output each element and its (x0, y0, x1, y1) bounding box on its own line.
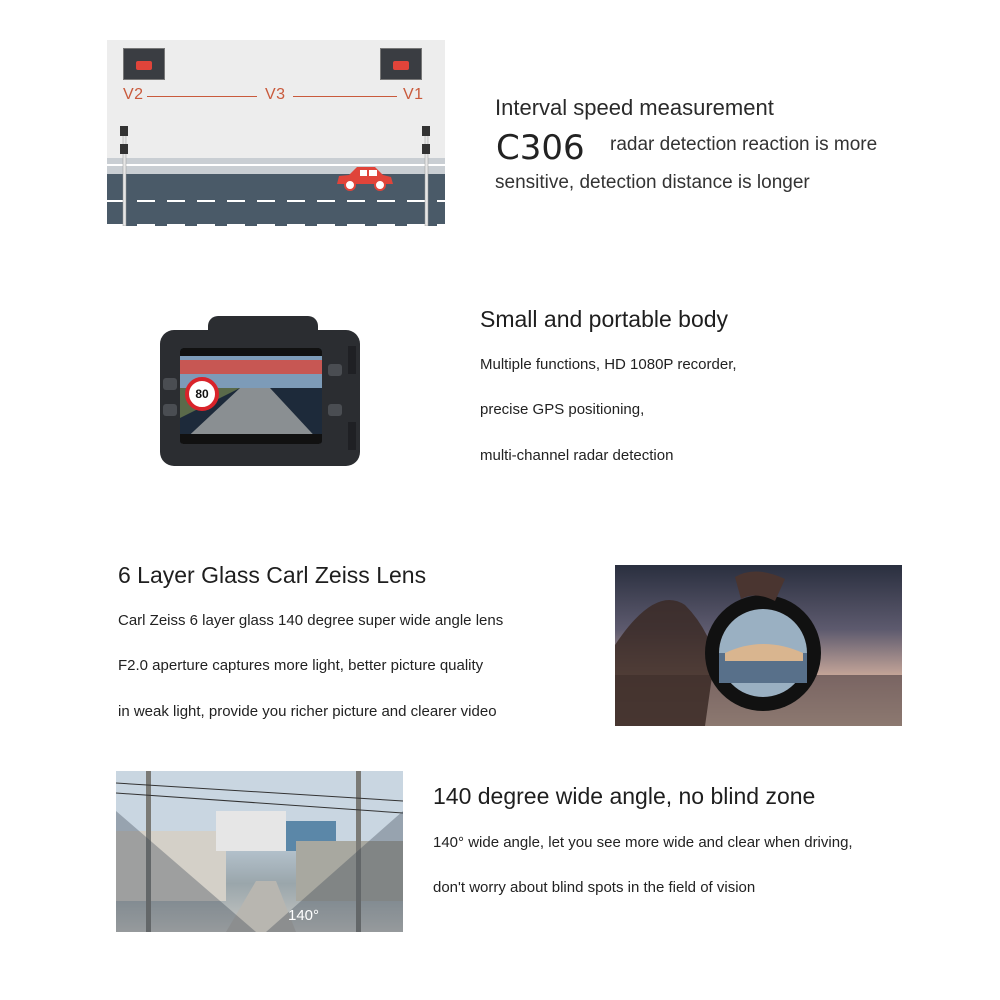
section4-title: 140 degree wide angle, no blind zone (433, 783, 816, 809)
lens-photo (615, 565, 902, 726)
section2-line-1: Multiple functions, HD 1080P recorder, (480, 356, 737, 373)
lane-line-dashed (107, 224, 445, 226)
section2-line-2: precise GPS positioning, (480, 401, 645, 418)
wide-angle-street-photo (116, 771, 403, 932)
device-vent (348, 422, 356, 450)
street-scene-illustration (116, 771, 403, 932)
section4-line-2: don't worry about blind spots in the field of vision (433, 879, 756, 896)
section1-text-a: radar detection reaction is more (610, 134, 878, 155)
model-name: C306 (496, 128, 585, 168)
label-v2: V2 (123, 86, 144, 103)
section3-line-3: in weak light, provide you richer picture and clearer video (118, 703, 497, 720)
device-button[interactable] (328, 404, 342, 416)
label-v3: V3 (265, 86, 286, 103)
car-thumbnail-icon (381, 49, 421, 79)
section1-title: Interval speed measurement (495, 95, 774, 120)
camera-snapshot-right (380, 48, 422, 80)
car-thumbnail-icon (124, 49, 164, 79)
section1-text-b: sensitive, detection distance is longer (495, 172, 810, 193)
section3-line-1: Carl Zeiss 6 layer glass 140 degree super wide angle lens (118, 612, 504, 629)
distance-line-right (293, 96, 397, 97)
section3-title: 6 Layer Glass Carl Zeiss Lens (118, 562, 427, 588)
hand-holding-lens-illustration (615, 565, 902, 726)
section2-line-3: multi-channel radar detection (480, 447, 674, 464)
interval-speed-diagram (107, 40, 445, 226)
lane-line-dashed (107, 200, 445, 202)
speed-limit-value: 80 (195, 387, 209, 401)
device-button[interactable] (163, 404, 177, 416)
device-button[interactable] (328, 364, 342, 376)
camera-snapshot-left (123, 48, 165, 80)
section3-line-2: F2.0 aperture captures more light, better picture quality (118, 657, 484, 674)
distance-line-left (147, 96, 257, 97)
section4-line-1: 140° wide angle, let you see more wide and clear when driving, (433, 834, 853, 851)
camera-pole-icon (117, 120, 133, 226)
device-button[interactable] (163, 378, 177, 390)
section2-title: Small and portable body (480, 306, 729, 332)
angle-label: 140° (288, 907, 320, 924)
red-car-icon (333, 164, 395, 192)
device-vent (348, 346, 356, 374)
dashcam-device-image (160, 316, 360, 466)
camera-pole-icon (419, 120, 435, 226)
device-screen (180, 348, 322, 444)
label-v1: V1 (403, 86, 424, 103)
